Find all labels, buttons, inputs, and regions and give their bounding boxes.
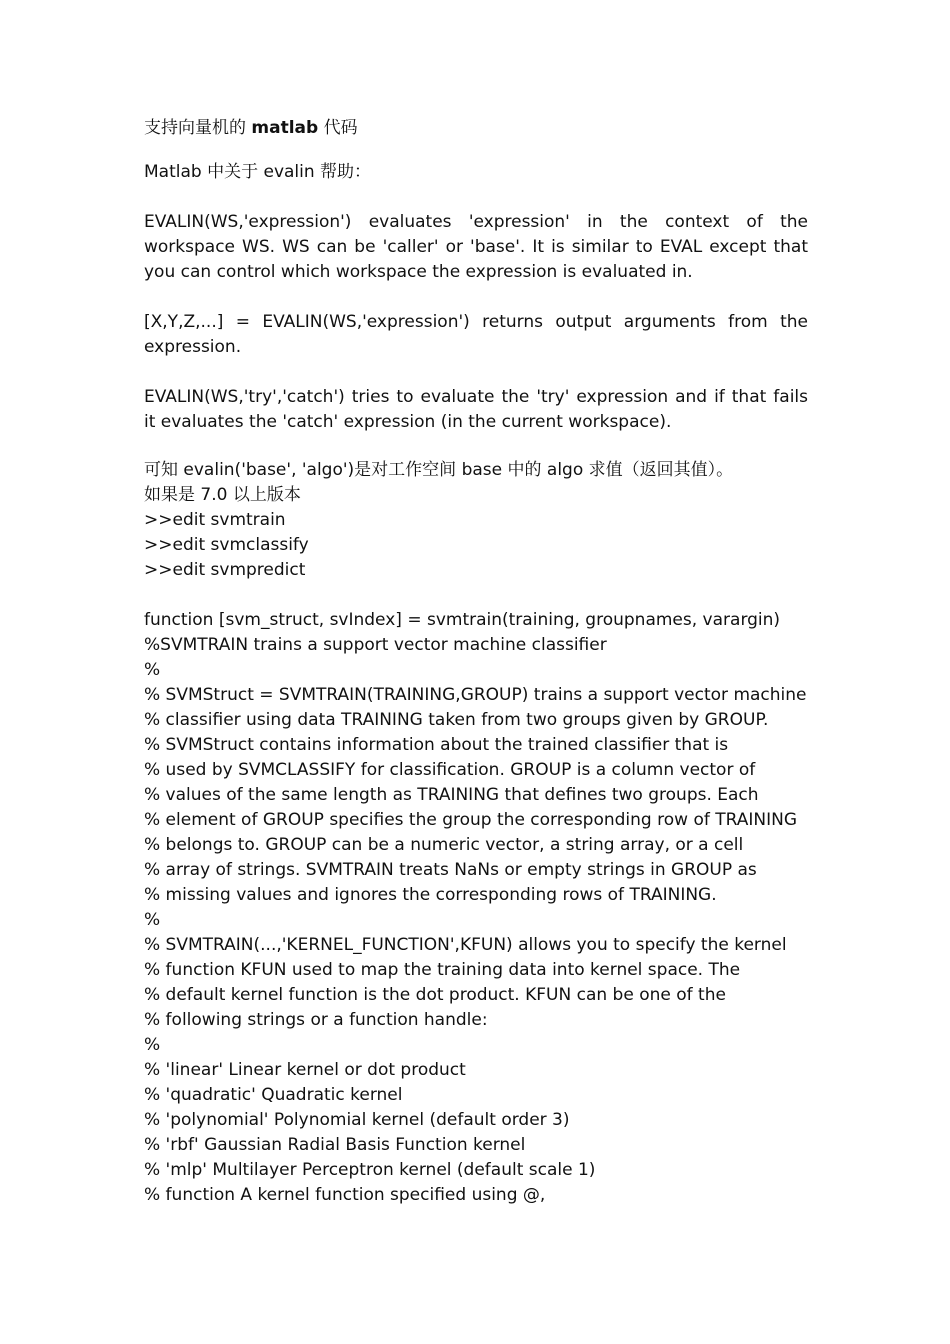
code-line: % 'polynomial' Polynomial kernel (default order 3): [144, 1110, 570, 1130]
code-line: %: [144, 910, 161, 930]
command-line: >>edit svmtrain: [144, 510, 286, 530]
evalin-paragraph-2: [X,Y,Z,...] = EVALIN(WS,'expression') returns output arguments from the expression.: [144, 312, 808, 357]
command-line: >>edit svmpredict: [144, 560, 306, 580]
code-line: function [svm_struct, svIndex] = svmtrain(training, groupnames, varargin): [144, 610, 781, 630]
document-title: [144, 116, 808, 141]
code-line: % default kernel function is the dot product. KFUN can be one of the: [144, 985, 726, 1005]
note-line: 如果是 7.0 以上版本: [144, 485, 301, 505]
code-line: %: [144, 1035, 161, 1055]
evalin-paragraph-1: EVALIN(WS,'expression') evaluates 'expression' in the context of the workspace WS. WS can be 'caller' or 'base'. It is similar to EVAL except that you can control which workspace the expression is evaluated in.: [144, 212, 808, 282]
code-line: % array of strings. SVMTRAIN treats NaNs or empty strings in GROUP as: [144, 860, 757, 880]
code-line: % SVMStruct = SVMTRAIN(TRAINING,GROUP) trains a support vector machine: [144, 685, 807, 705]
code-line: % SVMStruct contains information about the trained classifier that is: [144, 735, 729, 755]
title-suffix: 代码: [318, 118, 358, 138]
code-line: % function KFUN used to map the training data into kernel space. The: [144, 960, 741, 980]
code-line: % following strings or a function handle:: [144, 1010, 488, 1030]
code-line: % missing values and ignores the corresponding rows of TRAINING.: [144, 885, 717, 905]
code-block: [144, 608, 808, 1208]
code-line: % 'linear' Linear kernel or dot product: [144, 1060, 466, 1080]
note-line: 可知 evalin('base', 'algo')是对工作空间 base 中的 algo 求值（返回其值）。: [144, 460, 734, 480]
evalin-paragraph-3: EVALIN(WS,'try','catch') tries to evaluate the 'try' expression and if that fails it evaluates the 'catch' expression (in the current workspace).: [144, 387, 808, 432]
command-line: >>edit svmclassify: [144, 535, 309, 555]
title-bold-word: matlab: [251, 118, 319, 138]
code-line: % element of GROUP specifies the group the corresponding row of TRAINING: [144, 810, 798, 830]
code-line: % 'mlp' Multilayer Perceptron kernel (default scale 1): [144, 1160, 596, 1180]
code-line: % values of the same length as TRAINING that defines two groups. Each: [144, 785, 759, 805]
document-page: [144, 116, 808, 1208]
code-line: % SVMTRAIN(...,'KERNEL_FUNCTION',KFUN) allows you to specify the kernel: [144, 935, 787, 955]
code-line: %SVMTRAIN trains a support vector machine classifier: [144, 635, 607, 655]
code-line: % classifier using data TRAINING taken from two groups given by GROUP.: [144, 710, 769, 730]
notes-block: [144, 458, 808, 583]
title-prefix: 支持向量机的: [144, 118, 252, 138]
evalin-heading: Matlab 中关于 evalin 帮助：: [144, 162, 372, 182]
code-line: %: [144, 660, 161, 680]
code-line: % belongs to. GROUP can be a numeric vector, a string array, or a cell: [144, 835, 744, 855]
code-line: % used by SVMCLASSIFY for classification. GROUP is a column vector of: [144, 760, 756, 780]
code-line: % 'quadratic' Quadratic kernel: [144, 1085, 403, 1105]
code-line: % 'rbf' Gaussian Radial Basis Function kernel: [144, 1135, 526, 1155]
code-line: % function A kernel function specified using @,: [144, 1185, 546, 1205]
